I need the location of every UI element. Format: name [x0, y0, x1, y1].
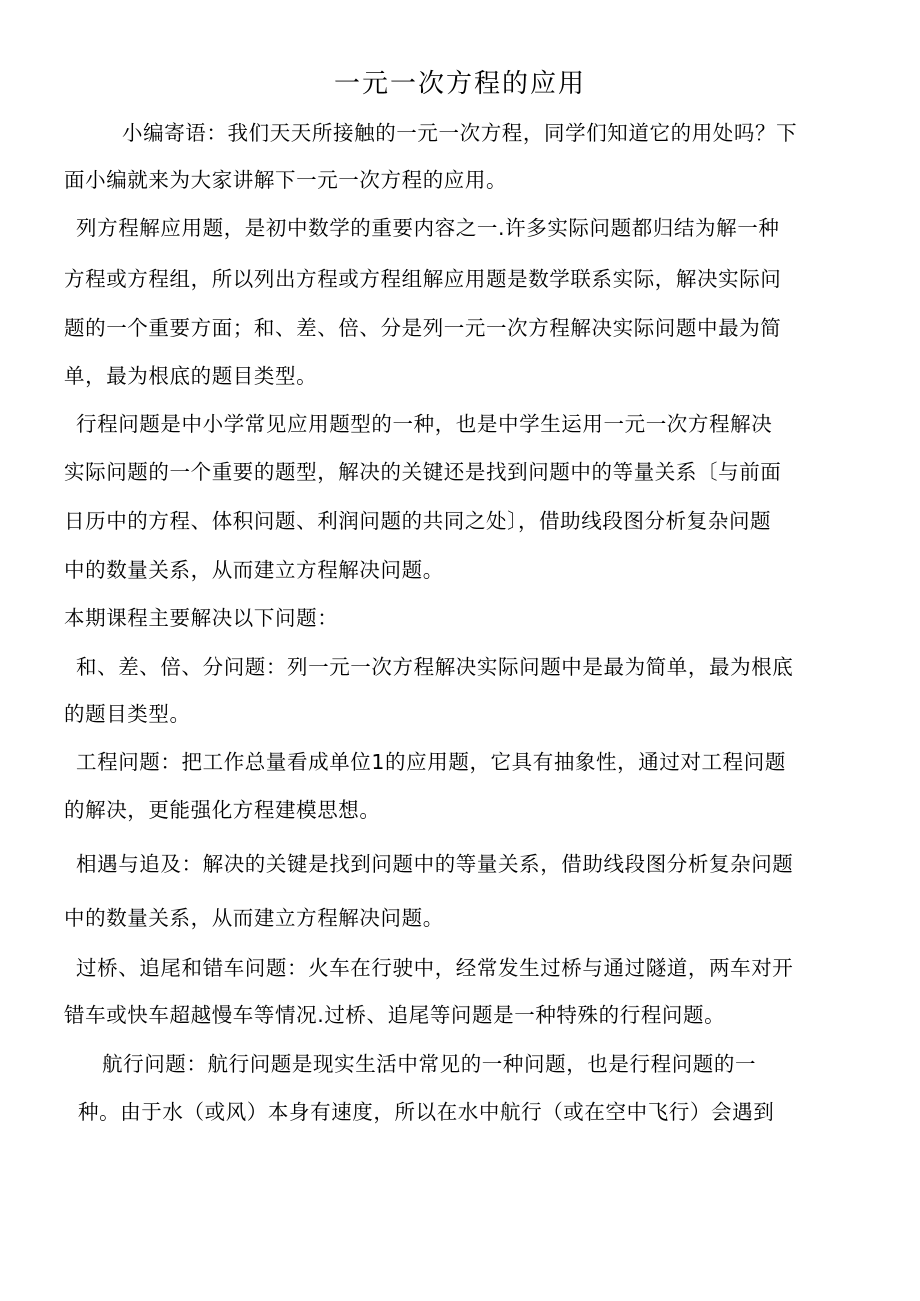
- para1-line-1: 列方程解应用题，是初中数学的重要内容之一.许多实际问题都归结为解一种: [76, 216, 780, 240]
- intro-line-2: 面小编就来为大家讲解下一元一次方程的应用。: [64, 168, 508, 192]
- topic4-line-2: 错车或快车超越慢车等情况.过桥、追尾等问题是一种特殊的行程问题。: [64, 1003, 726, 1027]
- topic4-line-1: 过桥、追尾和错车问题：火车在行驶中，经常发生过桥与通过隧道，两车对开: [76, 956, 794, 980]
- intro-line-1: 小编寄语：我们天天所接触的一元一次方程，同学们知道它的用处吗？下: [122, 121, 798, 145]
- topic2-line-1: 工程问题：把工作总量看成单位1的应用题，它具有抽象性，通过对工程问题: [76, 750, 786, 774]
- topic3-line-1: 相遇与追及：解决的关键是找到问题中的等量关系，借助线段图分析复杂问题: [76, 852, 794, 876]
- para2-line-2: 实际问题的一个重要的题型，解决的关键还是找到问题中的等量关系〔与前面: [64, 460, 782, 484]
- para1-line-3: 题的一个重要方面；和、差、倍、分是列一元一次方程解决实际问题中最为简: [64, 316, 782, 340]
- para2-line-1: 行程问题是中小学常见应用题型的一种，也是中学生运用一元一次方程解决: [76, 412, 773, 436]
- topic5-line-1: 航行问题：航行问题是现实生活中常见的一种问题，也是行程问题的一: [102, 1052, 757, 1076]
- page-title: 一元一次方程的应用: [333, 69, 586, 99]
- para1-line-2: 方程或方程组，所以列出方程或方程组解应用题是数学联系实际，解决实际问: [64, 267, 782, 291]
- para1-line-4: 单，最为根底的题目类型。: [64, 364, 318, 388]
- para2-line-4: 中的数量关系，从而建立方程解决问题。: [64, 558, 444, 582]
- topic3-line-2: 中的数量关系，从而建立方程解决问题。: [64, 906, 444, 930]
- topic2-line-2: 的解决，更能强化方程建模思想。: [64, 798, 381, 822]
- topic1-line-1: 和、差、倍、分问题：列一元一次方程解决实际问题中是最为简单，最为根底: [76, 655, 794, 679]
- topic5-line-2: 种。由于水（或风）本身有速度，所以在水中航行（或在空中飞行）会遇到: [78, 1100, 775, 1124]
- topics-intro: 本期课程主要解决以下问题：: [64, 606, 339, 630]
- topic1-line-2: 的题目类型。: [64, 702, 191, 726]
- para2-line-3: 日历中的方程、体积问题、利润问题的共同之处〕，借助线段图分析复杂问题: [64, 509, 772, 533]
